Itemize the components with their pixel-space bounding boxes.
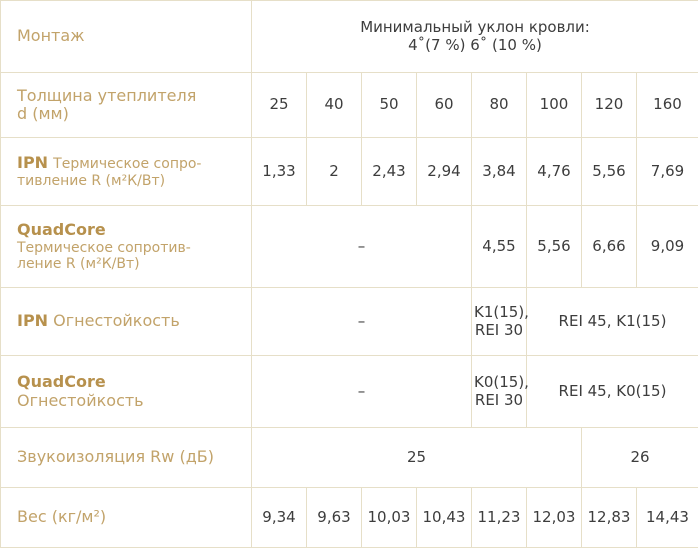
table-cell: 2 bbox=[307, 138, 362, 206]
table-cell: 26 bbox=[582, 428, 698, 488]
table-cell: 6,66 bbox=[582, 206, 637, 288]
row-sound bbox=[1, 428, 698, 488]
table-cell: 25 bbox=[252, 73, 307, 138]
weight-label: Вес (кг/м²) bbox=[1, 488, 252, 548]
row-ipn-resistance bbox=[1, 138, 698, 206]
table-cell: 5,56 bbox=[527, 206, 582, 288]
roof-slope-cell bbox=[252, 1, 698, 73]
table-cell: 9,63 bbox=[307, 488, 362, 548]
table-cell: 5,56 bbox=[582, 138, 637, 206]
table-cell: 12,83 bbox=[582, 488, 637, 548]
table-cell: 9,34 bbox=[252, 488, 307, 548]
table-cell: 60 bbox=[417, 73, 472, 138]
table-cell: 4,55 bbox=[472, 206, 527, 288]
table-cell: 160 bbox=[637, 73, 698, 138]
brand-quadcore: QuadCore bbox=[17, 373, 249, 391]
mounting-label: Монтаж bbox=[1, 1, 252, 73]
thickness-label: Толщина утеплителя d (мм) bbox=[1, 73, 252, 138]
row-quadcore-fire bbox=[1, 356, 698, 428]
table-cell: REI 45, K1(15) bbox=[527, 288, 698, 356]
table-cell: 40 bbox=[307, 73, 362, 138]
quadcore-resistance-label: QuadCore Термическое сопротив- ление R (м²К/Вт) bbox=[1, 206, 252, 288]
table-cell: 4,76 bbox=[527, 138, 582, 206]
empty-cell: – bbox=[252, 288, 472, 356]
sound-label: Звукоизоляция Rw (дБ) bbox=[1, 428, 252, 488]
ipn-resistance-label: IPN Термическое сопро- тивление R (м²К/Вт) bbox=[1, 138, 252, 206]
quadcore-fire-label: QuadCore Огнестойкость bbox=[1, 356, 252, 428]
row-mounting bbox=[1, 1, 698, 73]
table-cell: 3,84 bbox=[472, 138, 527, 206]
table-cell: K1(15), REI 30 bbox=[472, 288, 527, 356]
table-cell: 25 bbox=[252, 428, 582, 488]
table-cell: 11,23 bbox=[472, 488, 527, 548]
table-cell: K0(15), REI 30 bbox=[472, 356, 527, 428]
ipn-fire-label: IPN Огнестойкость bbox=[1, 288, 252, 356]
table-cell: 10,43 bbox=[417, 488, 472, 548]
table-cell: 2,94 bbox=[417, 138, 472, 206]
row-thickness bbox=[1, 73, 698, 138]
brand-quadcore: QuadCore bbox=[17, 221, 249, 239]
brand-ipn: IPN bbox=[17, 311, 48, 330]
table-cell: 120 bbox=[582, 73, 637, 138]
table-cell: 2,43 bbox=[362, 138, 417, 206]
table-cell: REI 45, K0(15) bbox=[527, 356, 698, 428]
brand-ipn: IPN bbox=[17, 153, 48, 172]
table-cell: 7,69 bbox=[637, 138, 698, 206]
table-cell: 1,33 bbox=[252, 138, 307, 206]
table-cell: 50 bbox=[362, 73, 417, 138]
empty-cell: – bbox=[252, 206, 472, 288]
empty-cell: – bbox=[252, 356, 472, 428]
table-cell: 12,03 bbox=[527, 488, 582, 548]
row-weight bbox=[1, 488, 698, 548]
table-cell: 14,43 bbox=[637, 488, 698, 548]
table-cell: 9,09 bbox=[637, 206, 698, 288]
row-ipn-fire bbox=[1, 288, 698, 356]
table-cell: 10,03 bbox=[362, 488, 417, 548]
row-quadcore-resistance bbox=[1, 206, 698, 288]
table-cell: 80 bbox=[472, 73, 527, 138]
table-cell: 100 bbox=[527, 73, 582, 138]
roof-slope-values: 4˚(7 %) 6˚ (10 %) bbox=[254, 37, 696, 54]
roof-slope-title: Минимальный уклон кровли: bbox=[254, 19, 696, 36]
